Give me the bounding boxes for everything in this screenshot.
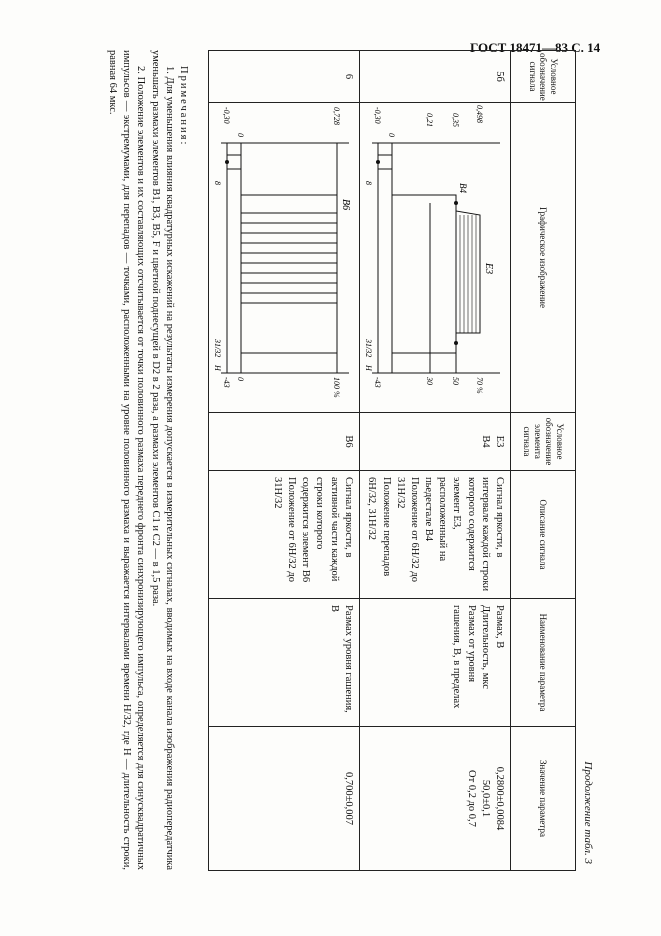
level-label: -0,30 (373, 107, 382, 124)
time-label: 8 (212, 181, 222, 185)
waveform-5b (365, 103, 510, 413)
page-header: ГОСТ 18471—83 С. 14 (470, 40, 601, 55)
element-label: В6 (339, 199, 351, 211)
element-label: В4 (458, 183, 468, 193)
level-label: 0,21 (425, 113, 434, 127)
element-codes (359, 413, 510, 471)
notes-section (105, 50, 190, 870)
percent-label: 0 (235, 377, 245, 381)
table-container (208, 50, 576, 870)
element-code: В6 (208, 413, 359, 471)
level-label: -0,30 (221, 107, 231, 124)
level-label: 0,35 (451, 113, 460, 127)
parameter-value: 0,2800±0,0084 (494, 766, 505, 831)
percent-label: 70 % (475, 377, 484, 394)
percent-label: 100 % (331, 377, 341, 398)
description-text: Сигнал яркости, в интервале каждой строки которого содержится элемент Е3, расположенный на пьедестале В4 (423, 477, 505, 592)
table-header-row (511, 51, 576, 871)
table-continuation-label: Продолжение табл. 3 (582, 761, 594, 864)
note-1: 1. Для уменьшения влияния квадратурных искажений на результаты измерения допускается в измерительных сигналах, вводимых на входе канала изображения радиопередатчика уменьшать размахи элементов В1, В3, В5, F и цветной поднесущей в D2 в 2 раза, а размахи элементов С1 и С2 — в 1,5 раза. (149, 50, 175, 870)
rotated-content (60, 50, 600, 870)
time-label: H (212, 365, 222, 371)
time-label: 8 (364, 181, 373, 185)
waveform-6 (214, 103, 359, 413)
parameter-names (208, 599, 359, 727)
percent-label: -43 (221, 377, 231, 388)
notes-title: Примечания: (178, 66, 189, 147)
header-parameter-name: Наименование параметра (511, 599, 576, 727)
percent-label: -43 (373, 377, 382, 388)
element-code: В4 (479, 435, 491, 448)
parameter-value: От 0,2 до 0,7 (465, 770, 477, 827)
header-description: Описание сигнала (511, 471, 576, 599)
zero-label: 0 (387, 133, 396, 137)
level-label: 0,498 (475, 105, 484, 123)
waveform-cell (359, 103, 510, 413)
element-code: Е3 (494, 435, 505, 448)
waveform-line (378, 143, 480, 373)
header-parameter-value: Значение параметра (511, 727, 576, 871)
waveform-line (227, 143, 337, 373)
parameter-values (359, 727, 510, 871)
signal-description (359, 471, 510, 599)
parameter-name: Размах от уровня гашения, В, в пределах (451, 605, 477, 709)
parameter-values (208, 727, 359, 871)
note-2: 2. Положение элементов и их составляющих отсчитывается от точки половинного размаха переднего фронта синхронизирующего импульса, определяется для синусквадратичных импульсов — экстремумами, для перепадов — точками, расположенными на уровне половинного размаха и выражается интервалами времени H/32, где H — длительность строки, равная 64 мкс. (107, 50, 147, 870)
table-row (208, 51, 359, 871)
parameter-name: Размах, В (494, 605, 505, 649)
time-label: 31/32 (212, 339, 222, 358)
parameter-names (359, 599, 510, 727)
signal-code: 5б (359, 51, 510, 103)
header-signal: Условное обозначение сигнала (511, 51, 576, 103)
time-label: 31/32 (364, 339, 373, 358)
signal-code: 6 (208, 51, 359, 103)
parameter-name: Размах уровня гашения, В (328, 605, 354, 713)
level-label: 0,728 (331, 107, 341, 125)
percent-label: 30 (425, 377, 434, 385)
parameters-table (208, 50, 576, 871)
description-text: Сигнал яркости, в активной части каждой строки которого содержится элемент В6 (300, 477, 354, 583)
signal-description (208, 471, 359, 599)
header-element: Условное обозначение элемента сигнала (511, 413, 576, 471)
table-row (359, 51, 510, 871)
time-label: H (364, 365, 373, 371)
parameter-value: 50,0±0,1 (479, 779, 491, 818)
position-text: Положение перепадов 6H/32, 31H/32 (366, 477, 392, 577)
waveform-cell (208, 103, 359, 413)
position-text: Положение от 6H/32 до 31H/32 (271, 477, 298, 583)
percent-label: 50 (451, 377, 460, 385)
position-text: Положение от 6H/32 до 31H/32 (394, 477, 420, 583)
header-graph: Графическое изображение (511, 103, 576, 413)
level-label: 0 (235, 133, 245, 137)
parameter-name: Длительность, мкс (479, 605, 491, 689)
element-label: Е3 (483, 263, 494, 275)
parameter-value: 0,700±0,007 (342, 771, 354, 825)
